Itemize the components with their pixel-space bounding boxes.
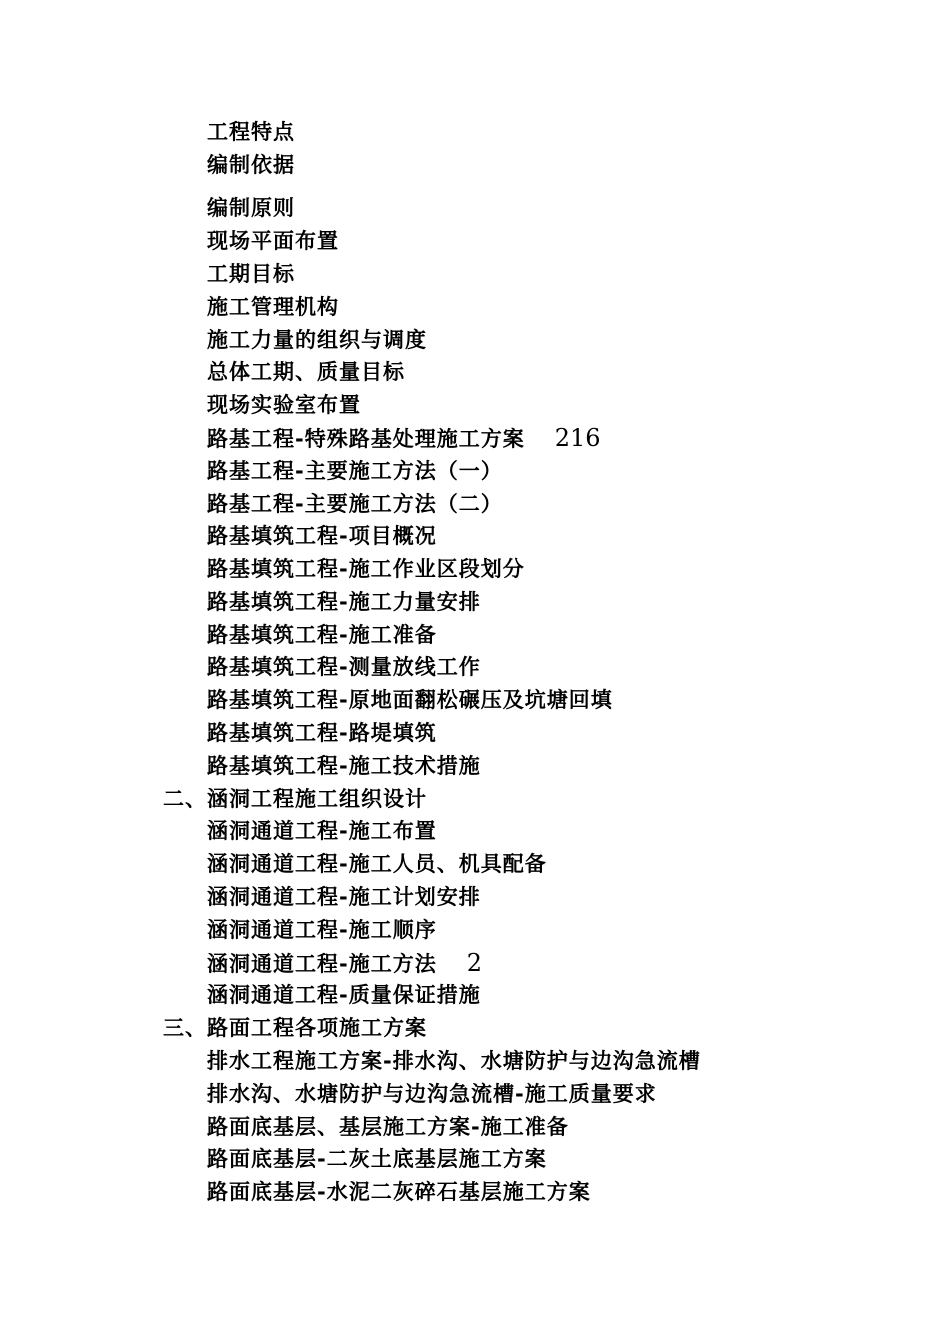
toc-entry: 总体工期、质量目标 [207, 360, 405, 384]
toc-entry: 路基填筑工程-施工技术措施 [207, 754, 481, 778]
toc-entry: 路基填筑工程-项目概况 [207, 524, 437, 548]
toc-entry: 路面底基层-水泥二灰碎石基层施工方案 [207, 1180, 591, 1204]
toc-entry: 涵洞通道工程-施工计划安排 [207, 885, 481, 909]
toc-entry: 编制依据 [207, 153, 295, 177]
toc-entry: 路基填筑工程-施工准备 [207, 623, 437, 647]
toc-entry: 现场实验室布置 [207, 393, 361, 417]
toc-entry: 路基工程-主要施工方法（一） [207, 459, 503, 483]
toc-entry: 路基工程-主要施工方法（二） [207, 492, 503, 516]
toc-entry: 排水沟、水塘防护与边沟急流槽-施工质量要求 [207, 1082, 657, 1106]
page-number: 216 [554, 424, 601, 452]
toc-entry: 路基填筑工程-测量放线工作 [207, 655, 481, 679]
toc-entry: 涵洞通道工程-施工方法 2 [207, 949, 482, 977]
toc-entry: 排水工程施工方案-排水沟、水塘防护与边沟急流槽 [207, 1049, 701, 1073]
toc-entry: 施工管理机构 [207, 295, 339, 319]
toc-entry: 工期目标 [207, 262, 295, 286]
toc-entry: 路基填筑工程-施工力量安排 [207, 590, 481, 614]
toc-entry: 路面底基层、基层施工方案-施工准备 [207, 1115, 569, 1139]
toc-entry: 路基填筑工程-施工作业区段划分 [207, 557, 525, 581]
toc-entry: 路基工程-特殊路基处理施工方案 216 [207, 424, 601, 452]
toc-entry: 路基填筑工程-原地面翻松碾压及坑塘回填 [207, 688, 613, 712]
page-number: 2 [466, 949, 482, 977]
toc-section-heading: 三、路面工程各项施工方案 [163, 1016, 427, 1040]
toc-entry: 路基填筑工程-路堤填筑 [207, 721, 437, 745]
toc-entry: 施工力量的组织与调度 [207, 328, 427, 352]
toc-entry: 路面底基层-二灰土底基层施工方案 [207, 1147, 547, 1171]
toc-entry: 现场平面布置 [207, 229, 339, 253]
toc-entry: 涵洞通道工程-施工顺序 [207, 918, 437, 942]
toc-entry: 涵洞通道工程-施工布置 [207, 819, 437, 843]
toc-entry: 工程特点 [207, 120, 295, 144]
toc-entry: 涵洞通道工程-施工人员、机具配备 [207, 852, 547, 876]
toc-entry: 涵洞通道工程-质量保证措施 [207, 983, 481, 1007]
toc-section-heading: 二、涵洞工程施工组织设计 [163, 787, 427, 811]
toc-entry: 编制原则 [207, 196, 295, 220]
